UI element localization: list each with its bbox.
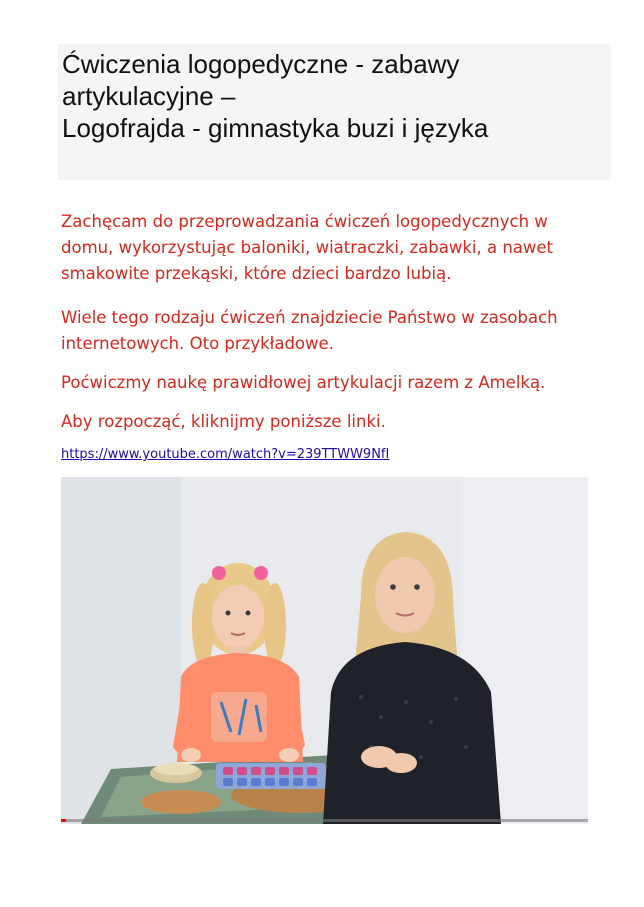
paragraph-instructions: Aby rozpocząć, kliknijmy poniższe linki. [61,412,386,431]
paragraph-resources-line-2: internetowych. Oto przykładowe. [61,334,334,353]
video-scene-illustration [61,477,588,824]
paragraph-practice: Poćwiczmy naukę prawidłowej artykulacji razem z Amelką. [61,373,546,392]
video-progress-bar[interactable] [61,819,588,822]
paragraph-resources-line-1: Wiele tego rodzaju ćwiczeń znajdziecie Państwo w zasobach [61,308,558,327]
paragraph-resources [61,305,621,357]
video-thumbnail[interactable] [61,477,588,824]
page-title [58,44,611,180]
title-line-3: Logofrajda - gimnastyka buzi i języka [62,113,489,143]
video-progress-fill [61,819,66,822]
youtube-link[interactable]: https://www.youtube.com/watch?v=239TTWW9NfI [61,447,390,462]
title-line-1: Ćwiczenia logopedyczne - zabawy [62,49,460,79]
paragraph-intro-line-3: smakowite przekąski, które dzieci bardzo lubią. [61,264,452,283]
title-line-2: artykulacyjne – [62,81,236,111]
paragraph-intro-line-2: domu, wykorzystując baloniki, wiatraczki, zabawki, a nawet [61,238,554,257]
paragraph-intro [61,209,621,287]
paragraph-intro-line-1: Zachęcam do przeprowadzania ćwiczeń logopedycznych w [61,212,548,231]
